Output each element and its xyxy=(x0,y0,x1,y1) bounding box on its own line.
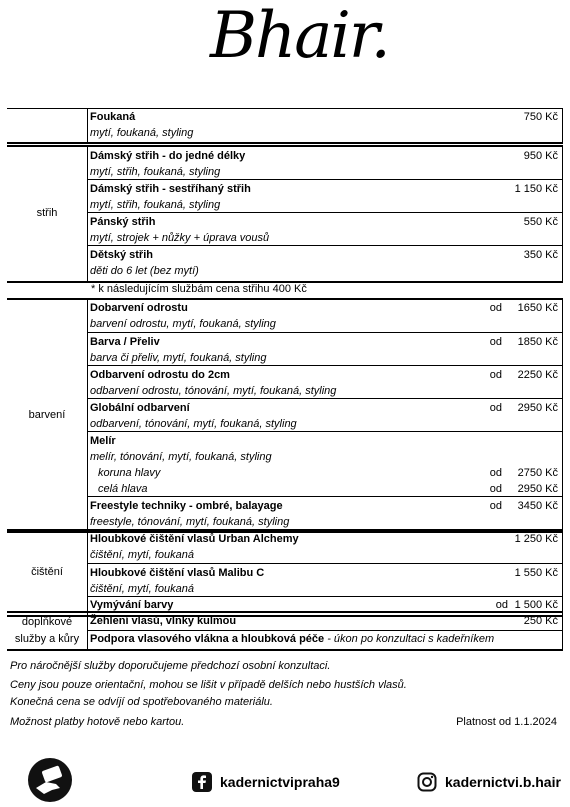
category-line: doplňkové xyxy=(21,615,73,628)
service-desc: mytí, foukaná, styling xyxy=(90,127,194,139)
footer-note: Konečná cena se odvíjí od spotřebovaného materiálu. xyxy=(10,696,273,708)
service-desc: melír, tónování, mytí, foukaná, styling xyxy=(90,451,272,463)
instagram-handle[interactable]: kadernictvi.b.hair xyxy=(445,774,561,790)
payment-hand-icon xyxy=(26,756,74,792)
service-name: Dětský střih xyxy=(90,249,153,261)
instagram-link[interactable] xyxy=(417,764,561,800)
service-name: Odbarvení odrostu do 2cm xyxy=(90,369,230,381)
category-empty xyxy=(7,109,88,142)
service-row xyxy=(88,531,563,564)
footer-note: Pro náročnější služby doporučujeme předchozí osobní konzultaci. xyxy=(10,660,331,672)
service-name: Melír xyxy=(90,435,116,447)
melir-option-label: celá hlava xyxy=(98,483,148,495)
category-cisteni: čištění xyxy=(7,531,88,615)
service-name: Pánský střih xyxy=(90,216,156,228)
service-desc: mytí, strojek + nůžky + úprava vousů xyxy=(90,232,270,244)
from-label: od xyxy=(489,483,502,495)
service-price: 1850 Kč xyxy=(517,336,558,348)
service-row xyxy=(88,147,563,180)
service-row xyxy=(88,333,563,366)
service-price: 1650 Kč xyxy=(517,302,558,314)
logo-text: Bhair. xyxy=(210,0,389,73)
from-label: od xyxy=(489,336,502,348)
validity: Platnost od 1.1.2024 xyxy=(456,716,557,728)
section-doplnkove xyxy=(7,611,563,651)
service-row xyxy=(88,631,563,648)
section-cisteni xyxy=(7,529,563,617)
category-barveni: barvení xyxy=(7,300,88,531)
service-row xyxy=(88,399,563,432)
service-name: Hloubkové čištění vlasů Urban Alchemy xyxy=(90,533,299,545)
service-price: 250 Kč xyxy=(523,615,558,627)
instagram-icon xyxy=(417,772,437,792)
service-price: 950 Kč xyxy=(523,150,558,162)
service-name: Podpora vlasového vlákna a hloubková péče xyxy=(90,633,325,645)
section-barveni xyxy=(7,298,563,533)
facebook-handle[interactable]: kadernictvipraha9 xyxy=(220,774,340,790)
service-desc: barvení odrostu, mytí, foukaná, styling xyxy=(90,318,276,330)
service-row xyxy=(88,613,563,631)
service-row xyxy=(88,109,563,142)
from-label: od xyxy=(489,467,502,479)
service-desc: odbarvení odrostu, tónování, mytí, foukaná, styling xyxy=(90,385,337,397)
from-label: od xyxy=(489,500,502,512)
service-name: Dobarvení odrostu xyxy=(90,302,188,314)
service-row xyxy=(88,366,563,399)
service-price: 550 Kč xyxy=(523,216,558,228)
service-name: Freestyle techniky - ombré, balayage xyxy=(90,500,283,512)
service-name: Globální odbarvení xyxy=(90,402,190,414)
service-price: 1 150 Kč xyxy=(514,183,558,195)
service-name: Žehlení vlasů, vlnky kulmou xyxy=(90,615,237,627)
melir-option-price: 2750 Kč xyxy=(517,467,558,479)
logo xyxy=(0,0,570,100)
service-desc: čištění, mytí, foukaná xyxy=(90,583,194,595)
service-desc: barva či přeliv, mytí, foukaná, styling xyxy=(90,352,267,364)
from-label: od xyxy=(495,599,508,611)
service-desc: mytí, střih, foukaná, styling xyxy=(90,199,221,211)
from-label: od xyxy=(489,402,502,414)
service-row xyxy=(88,180,563,213)
service-name: Hloubkové čištění vlasů Malibu C xyxy=(90,567,265,579)
haircut-note: * k následujícím službám cena střihu 400 Kč xyxy=(91,283,307,295)
category-doplnkove xyxy=(7,613,88,649)
service-name: Foukaná xyxy=(90,111,136,123)
melir-option-price: 2950 Kč xyxy=(517,483,558,495)
service-desc: odbarvení, tónování, mytí, foukaná, styling xyxy=(90,418,297,430)
service-desc: děti do 6 let (bez mytí) xyxy=(90,265,199,277)
service-row xyxy=(88,246,563,279)
footer-note: Ceny jsou pouze orientační, mohou se lišit v případě delších nebo hustších vlasů. xyxy=(10,679,407,691)
melir-option-label: koruna hlavy xyxy=(98,467,161,479)
service-name: Barva / Přeliv xyxy=(90,336,160,348)
section-strih xyxy=(7,145,563,283)
service-price: 2250 Kč xyxy=(517,369,558,381)
service-row-melir xyxy=(88,432,563,497)
service-desc: - úkon po konzultaci s kadeřníkem xyxy=(324,633,495,645)
facebook-icon xyxy=(192,772,212,792)
payment-note: Možnost platby hotově nebo kartou. xyxy=(10,716,185,728)
service-price: 1 500 Kč xyxy=(514,599,558,611)
service-row xyxy=(88,564,563,597)
service-price: 350 Kč xyxy=(523,249,558,261)
from-label: od xyxy=(489,369,502,381)
from-label: od xyxy=(489,302,502,314)
service-name: Vymývání barvy xyxy=(90,599,174,611)
service-row xyxy=(88,300,563,333)
service-price: 3450 Kč xyxy=(517,500,558,512)
service-name: Dámský střih - do jedné délky xyxy=(90,150,246,162)
service-row xyxy=(88,213,563,246)
service-price: 750 Kč xyxy=(523,111,558,123)
service-name: Dámský střih - sestříhaný střih xyxy=(90,183,251,195)
section-foukana xyxy=(7,108,563,144)
service-desc: čištění, mytí, foukaná xyxy=(90,549,194,561)
service-price: 1 250 Kč xyxy=(514,533,558,545)
facebook-link[interactable] xyxy=(192,764,340,800)
category-strih: střih xyxy=(7,147,88,281)
service-price: 1 550 Kč xyxy=(514,567,558,579)
service-desc: mytí, střih, foukaná, styling xyxy=(90,166,221,178)
service-price: 2950 Kč xyxy=(517,402,558,414)
category-line: služby a kůry xyxy=(14,633,80,645)
service-row xyxy=(88,497,563,530)
service-desc: freestyle, tónování, mytí, foukaná, styling xyxy=(90,516,290,528)
